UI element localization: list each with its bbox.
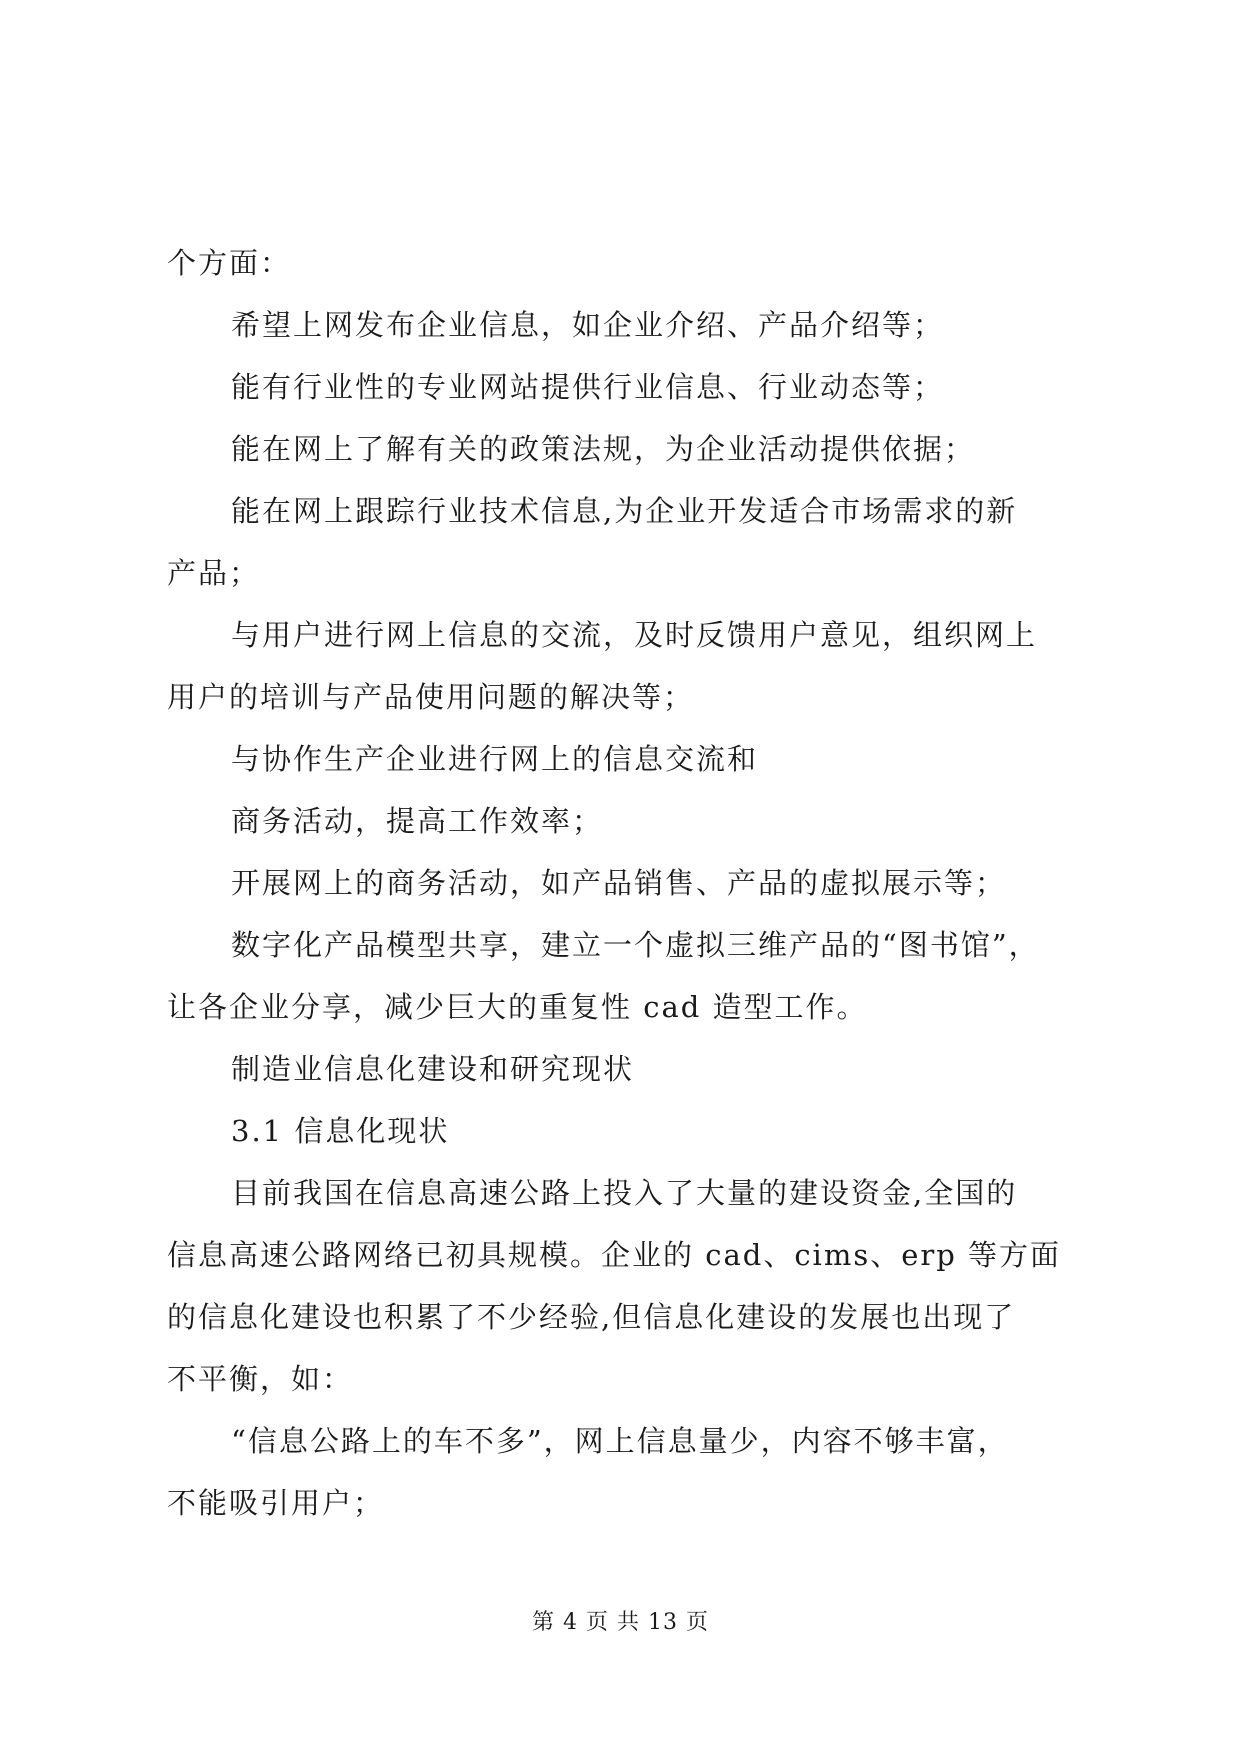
text-line: 不平衡，如： [167, 1362, 354, 1396]
text-line: 用户的培训与产品使用问题的解决等； [167, 680, 695, 714]
text-line: 目前我国在信息高速公路上投入了大量的建设资金,全国的 [231, 1176, 1018, 1210]
text-line: 能有行业性的专业网站提供行业信息、行业动态等； [231, 370, 945, 404]
text-line: 能在网上跟踪行业技术信息,为企业开发适合市场需求的新 [231, 494, 1018, 528]
text-line: 不能吸引用户； [167, 1486, 385, 1520]
page-number-label: 第 4 页 共 13 页 [532, 1610, 709, 1635]
text-line: 能在网上了解有关的政策法规，为企业活动提供依据； [231, 432, 976, 466]
text-line: 希望上网发布企业信息，如企业介绍、产品介绍等； [231, 308, 945, 342]
subsection-heading: 3.1 信息化现状 [231, 1114, 450, 1148]
text-line: 信息高速公路网络已初具规模。企业的 cad、cims、erp 等方面 [167, 1238, 1062, 1272]
text-line: 让各企业分享，减少巨大的重复性 cad 造型工作。 [167, 990, 868, 1024]
text-line: 数字化产品模型共享，建立一个虚拟三维产品的“图书馆”， [231, 928, 1040, 962]
section-heading: 制造业信息化建设和研究现状 [231, 1052, 635, 1086]
text-line: 与用户进行网上信息的交流，及时反馈用户意见，组织网上 [231, 618, 1038, 652]
text-line: “信息公路上的车不多”，网上信息量少，内容不够丰富， [231, 1424, 1009, 1458]
page-footer [0, 1608, 1241, 1638]
text-line: 产品； [167, 556, 261, 590]
text-line: 与协作生产企业进行网上的信息交流和 [231, 742, 759, 776]
text-line: 的信息化建设也积累了不少经验,但信息化建设的发展也出现了 [167, 1300, 1016, 1334]
text-line: 开展网上的商务活动，如产品销售、产品的虚拟展示等； [231, 866, 1007, 900]
text-line: 商务活动，提高工作效率； [231, 804, 604, 838]
text-line: 个方面： [167, 246, 292, 280]
document-body [167, 232, 1087, 1534]
